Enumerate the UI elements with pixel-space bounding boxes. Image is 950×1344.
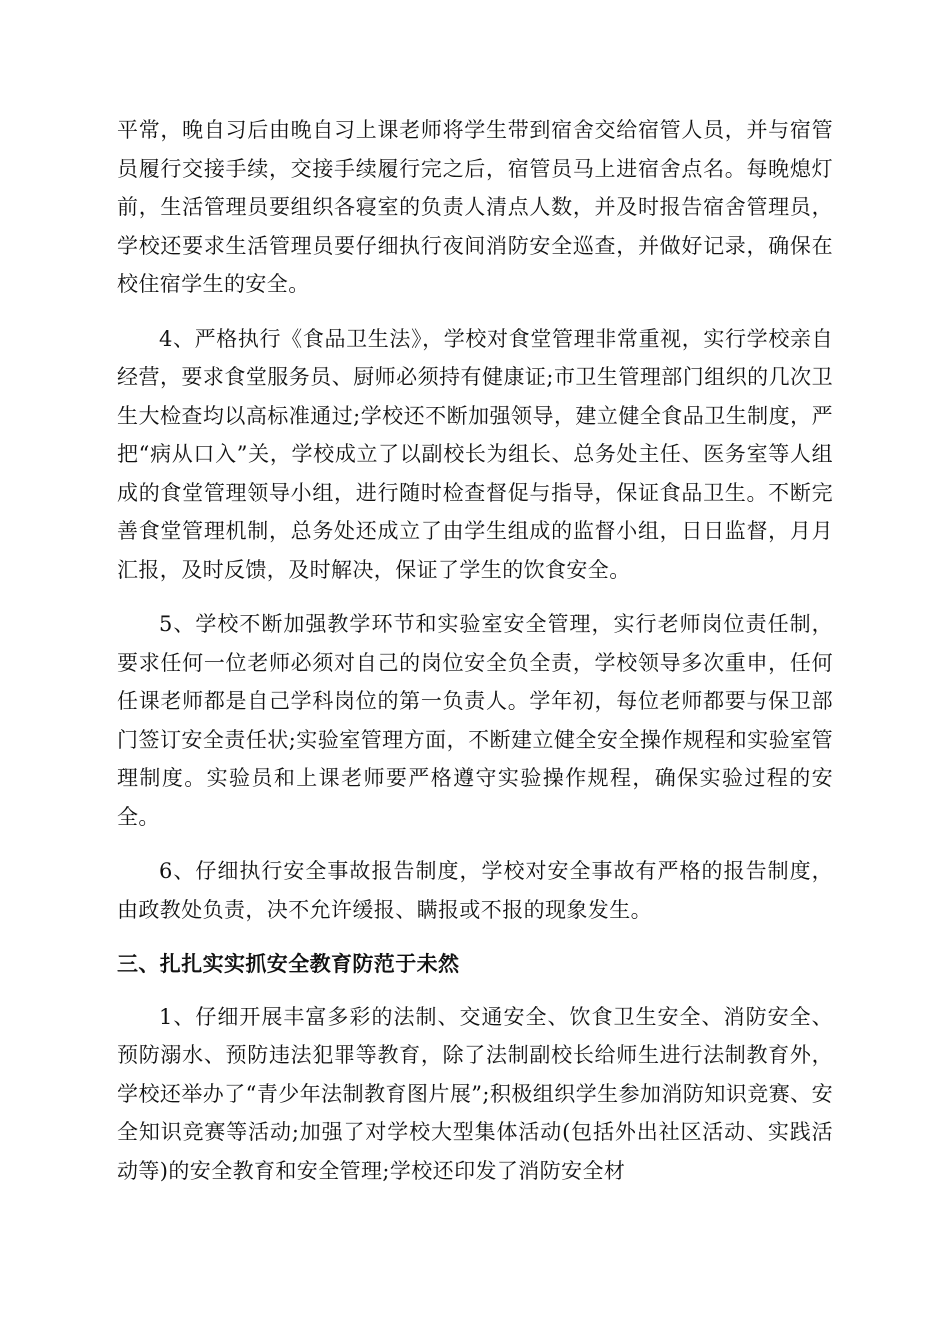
paragraph-laboratory-safety: 5、学校不断加强教学环节和实验室安全管理，实行老师岗位责任制，要求任何一位老师必须对自己的岗位安全负全责，学校领导多次重申，任何任课老师都是自己学科岗位的第一负责人。学年初，每位老师都要与保卫部门签订安全责任状;实验室管理方面，不断建立健全安全操作规程和实验室管理制度。实验员和上课老师要严格遵守实验操作规程，确保实验过程的安全。 bbox=[117, 612, 833, 829]
paragraph-accident-reporting: 6、仔细执行安全事故报告制度，学校对安全事故有严格的报告制度，由政教处负责，决不允许缓报、瞒报或不报的现象发生。 bbox=[117, 859, 833, 922]
paragraph-food-safety: 4、严格执行《食品卫生法》，学校对食堂管理非常重视，实行学校亲自经营，要求食堂服务员、厨师必须持有健康证;市卫生管理部门组织的几次卫生大检查均以高标准通过;学校还不断加强领导，建立健全食品卫生制度，严把“病从口入”关，学校成立了以副校长为组长、总务处主任、医务室等人组成的食堂管理领导小组，进行随时检查督促与指导，保证食品卫生。不断完善食堂管理机制，总务处还成立了由学生组成的监督小组，日日监督，月月汇报，及时反馈，及时解决，保证了学生的饮食安全。 bbox=[117, 326, 833, 582]
section-heading-safety-education: 三、扎扎实实抓安全教育防范于未然 bbox=[117, 951, 460, 976]
paragraph-dormitory-management: 平常，晚自习后由晚自习上课老师将学生带到宿舍交给宿管人员，并与宿管员履行交接手续，交接手续履行完之后，宿管员马上进宿舍点名。每晚熄灯前，生活管理员要组织各寝室的负责人清点人数，并及时报告宿舍管理员，学校还要求生活管理员要仔细执行夜间消防安全巡查，并做好记录，确保在校住宿学生的安全。 bbox=[117, 118, 833, 296]
paragraph-safety-education: 1、仔细开展丰富多彩的法制、交通安全、饮食卫生安全、消防安全、预防溺水、预防违法犯罪等教育，除了法制副校长给师生进行法制教育外，学校还举办了“青少年法制教育图片展”;积极组织学生参加消防知识竞赛、安全知识竞赛等活动;加强了对学校大型集体活动(包括外出社区活动、实践活动等)的安全教育和安全管理;学校还印发了消防安全材 bbox=[117, 1004, 833, 1183]
document-body bbox=[117, 111, 833, 1206]
